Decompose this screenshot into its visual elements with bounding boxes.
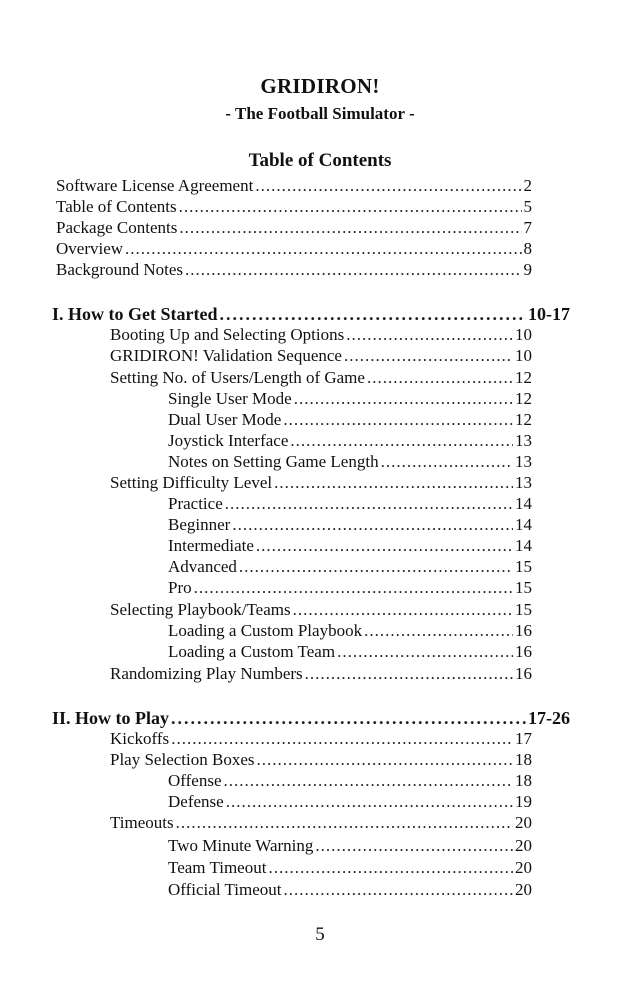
- toc-entry-page: 12: [515, 410, 532, 429]
- toc-entry: [110, 346, 532, 366]
- toc-entry-page: 14: [515, 536, 532, 555]
- dot-leader: [346, 325, 513, 345]
- dot-leader: [294, 389, 513, 409]
- toc-entry: [110, 664, 532, 684]
- toc-entry-label: Joystick Interface: [168, 431, 289, 450]
- toc-entry-page: 10: [515, 346, 532, 365]
- toc-entry: [168, 792, 532, 812]
- toc-section-entry: [52, 304, 570, 324]
- dot-leader: [225, 494, 513, 514]
- dot-leader: [344, 346, 513, 366]
- toc-entry-page: 20: [515, 858, 532, 877]
- toc-entry: [56, 176, 532, 196]
- toc-entry-page: 12: [515, 389, 532, 408]
- toc-entry: [168, 431, 532, 451]
- toc-entry: [168, 880, 532, 900]
- toc-entry-page: 14: [515, 515, 532, 534]
- toc-entry: [168, 771, 532, 791]
- toc-entry: [110, 813, 532, 833]
- toc-entry-label: Official Timeout: [168, 880, 282, 899]
- toc-entry-label: Background Notes: [56, 260, 184, 279]
- toc-entry: [110, 750, 532, 770]
- toc-entry-label: Team Timeout: [168, 858, 267, 877]
- toc-entry-page: 10: [515, 325, 532, 344]
- toc-heading: Table of Contents: [248, 150, 392, 171]
- toc-entry: [168, 621, 532, 641]
- toc-entry: [168, 515, 532, 535]
- toc-entry: [56, 239, 532, 259]
- toc-entry-page: 15: [515, 557, 532, 576]
- dot-leader: [367, 368, 513, 388]
- toc-entry-label: Two Minute Warning: [168, 836, 314, 855]
- dot-leader: [364, 621, 513, 641]
- toc-entry-label: II. How to Play: [52, 708, 169, 728]
- dot-leader: [194, 578, 513, 598]
- toc-entry-page: 19: [515, 792, 532, 811]
- toc-entry-label: Pro: [168, 578, 192, 597]
- dot-leader: [293, 600, 513, 620]
- toc-entry: [168, 494, 532, 514]
- dot-leader: [125, 239, 521, 259]
- dot-leader: [305, 664, 513, 684]
- toc-entry-label: Offense: [168, 771, 222, 790]
- toc-entry-page: 20: [515, 836, 532, 855]
- dot-leader: [224, 771, 514, 791]
- document-subtitle: - The Football Simulator -: [225, 104, 415, 123]
- toc-entry-page: 15: [515, 578, 532, 597]
- toc-section-entry: [52, 708, 570, 728]
- dot-leader: [171, 708, 526, 728]
- toc-entry: [56, 260, 532, 280]
- toc-entry-label: Intermediate: [168, 536, 254, 555]
- toc-entry: [110, 368, 532, 388]
- toc-entry-label: Beginner: [168, 515, 231, 534]
- toc-entry-page: 13: [515, 431, 532, 450]
- toc-entry-page: 13: [515, 452, 532, 471]
- dot-leader: [283, 410, 513, 430]
- toc-entry-page: 2: [523, 176, 532, 195]
- toc-entry-page: 8: [523, 239, 532, 258]
- dot-leader: [274, 473, 513, 493]
- dot-leader: [185, 260, 521, 280]
- dot-leader: [256, 750, 513, 770]
- toc-entry-label: Loading a Custom Playbook: [168, 621, 363, 640]
- toc-entry-label: Kickoffs: [110, 729, 170, 748]
- dot-leader: [337, 642, 513, 662]
- toc-entry-page: 18: [515, 750, 532, 769]
- toc-entry-page: 13: [515, 473, 532, 492]
- toc-entry-label: Software License Agreement: [56, 176, 254, 195]
- dot-leader: [219, 304, 526, 324]
- dot-leader: [171, 729, 513, 749]
- toc-entry-label: Randomizing Play Numbers: [110, 664, 303, 683]
- toc-entry-label: Table of Contents: [56, 197, 177, 216]
- toc-entry: [110, 600, 532, 620]
- toc-entry-label: Setting No. of Users/Length of Game: [110, 368, 365, 387]
- toc-entry-page: 9: [523, 260, 532, 279]
- toc-entry: [56, 197, 532, 217]
- dot-leader: [290, 431, 513, 451]
- toc-entry-label: Setting Difficulty Level: [110, 473, 273, 492]
- dot-leader: [176, 813, 513, 833]
- toc-entry-label: Booting Up and Selecting Options: [110, 325, 345, 344]
- dot-leader: [179, 218, 521, 238]
- toc-entry-label: Package Contents: [56, 218, 178, 237]
- toc-entry-page: 17: [515, 729, 532, 748]
- toc-entry-label: Practice: [168, 494, 223, 513]
- toc-entry: [168, 452, 532, 472]
- toc-entry-label: Advanced: [168, 557, 237, 576]
- page-number: 5: [315, 924, 325, 945]
- toc-entry-page: 20: [515, 880, 532, 899]
- toc-entry-label: Overview: [56, 239, 124, 258]
- dot-leader: [284, 880, 514, 900]
- dot-leader: [315, 836, 513, 856]
- toc-entry-page: 18: [515, 771, 532, 790]
- toc-entry-page: 10-17: [528, 304, 570, 324]
- dot-leader: [268, 858, 513, 878]
- dot-leader: [226, 792, 513, 812]
- toc-entry-page: 20: [515, 813, 532, 832]
- toc-entry-label: Timeouts: [110, 813, 174, 832]
- toc-entry-label: GRIDIRON! Validation Sequence: [110, 346, 342, 365]
- toc-entry-label: Single User Mode: [168, 389, 292, 408]
- toc-entry: [110, 473, 532, 493]
- toc-entry: [110, 325, 532, 345]
- toc-entry-page: 16: [515, 664, 532, 683]
- dot-leader: [179, 197, 522, 217]
- toc-entry-page: 5: [523, 197, 532, 216]
- toc-entry-page: 15: [515, 600, 532, 619]
- dot-leader: [232, 515, 513, 535]
- toc-entry-page: 12: [515, 368, 532, 387]
- toc-entry: [56, 218, 532, 238]
- toc-entry-page: 16: [515, 642, 532, 661]
- toc-entry-label: I. How to Get Started: [52, 304, 218, 324]
- document-title: GRIDIRON!: [260, 74, 380, 98]
- toc-entry-page: 16: [515, 621, 532, 640]
- toc-entry: [168, 642, 532, 662]
- toc-entry: [168, 536, 532, 556]
- toc-entry-page: 14: [515, 494, 532, 513]
- dot-leader: [239, 557, 513, 577]
- dot-leader: [381, 452, 513, 472]
- toc-entry-label: Defense: [168, 792, 224, 811]
- toc-entry-label: Loading a Custom Team: [168, 642, 336, 661]
- toc-entry-page: 7: [523, 218, 532, 237]
- toc-entry: [110, 729, 532, 749]
- toc-entry: [168, 557, 532, 577]
- dot-leader: [255, 176, 521, 196]
- toc-entry: [168, 410, 532, 430]
- toc-entry: [168, 389, 532, 409]
- toc-entry-label: Selecting Playbook/Teams: [110, 600, 291, 619]
- toc-entry: [168, 578, 532, 598]
- dot-leader: [256, 536, 513, 556]
- toc-entry-page: 17-26: [528, 708, 570, 728]
- toc-entry-label: Notes on Setting Game Length: [168, 452, 379, 471]
- toc-entry: [168, 836, 532, 856]
- toc-entry-label: Play Selection Boxes: [110, 750, 255, 769]
- toc-entry-label: Dual User Mode: [168, 410, 282, 429]
- toc-entry: [168, 858, 532, 878]
